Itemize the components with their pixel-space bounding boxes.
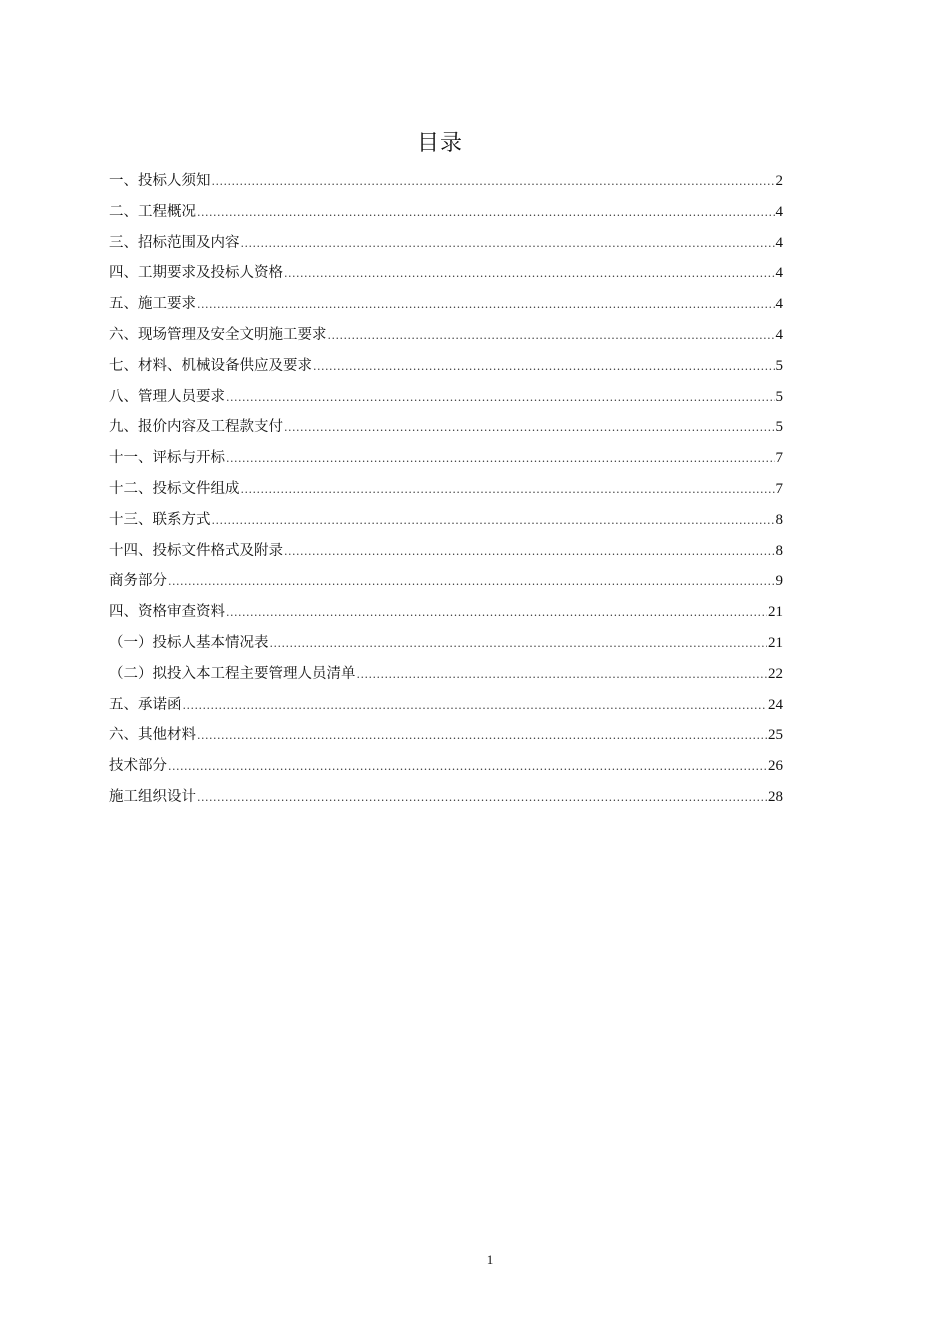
table-of-contents [109,166,783,813]
toc-entry[interactable] [109,720,783,751]
toc-entry-label: 十一、评标与开标 [109,450,225,467]
toc-entry[interactable] [109,505,783,536]
toc-dot-leader [284,537,775,568]
toc-entry-label: 一、投标人须知 [109,173,211,189]
toc-entry-label: 十三、联系方式 [109,511,211,528]
toc-entry-label: 十四、投标文件格式及附录 [109,542,283,559]
toc-entry[interactable] [109,289,783,320]
toc-entry-page: 4 [775,326,783,343]
toc-dot-leader [284,413,775,444]
toc-entry-label: 六、现场管理及安全文明施工要求 [109,326,327,343]
toc-dot-leader [284,259,775,290]
toc-entry[interactable] [109,659,783,690]
toc-entry-page: 4 [775,203,783,220]
toc-entry-label: 五、承诺函 [109,696,182,713]
toc-entry-page: 5 [775,419,783,436]
toc-dot-leader [357,660,768,691]
toc-entry[interactable] [109,628,783,659]
toc-entry-page: 4 [775,234,783,251]
toc-entry[interactable] [109,597,783,628]
toc-entry[interactable] [109,320,783,351]
toc-dot-leader [183,691,768,722]
toc-entry-label: 三、招标范围及内容 [109,234,240,251]
toc-entry-page: 21 [768,604,783,621]
toc-entry-label: 施工组织设计 [109,788,196,805]
toc-dot-leader [241,475,775,506]
toc-entry-label: 四、资格审查资料 [109,604,225,621]
toc-entry[interactable] [109,474,783,505]
toc-entry-label: （二）拟投入本工程主要管理人员清单 [109,665,356,682]
toc-entry-page: 7 [775,480,783,497]
toc-entry-label: 五、施工要求 [109,296,196,313]
toc-entry[interactable] [109,751,783,782]
toc-dot-leader [313,352,775,383]
toc-entry-label: 商务部分 [109,573,167,590]
page-number: 1 [486,1252,494,1267]
toc-entry-page: 4 [775,265,783,282]
toc-dot-leader [197,783,767,814]
toc-entry[interactable] [109,443,783,474]
toc-entry-page: 24 [768,696,783,713]
toc-entry[interactable] [109,690,783,721]
toc-entry-page: 8 [775,542,783,559]
toc-dot-leader [226,383,775,414]
toc-entry-page: 9 [775,573,783,590]
toc-entry[interactable] [109,197,783,228]
toc-entry[interactable] [109,351,783,382]
toc-entry-page: 4 [775,296,783,313]
toc-dot-leader [212,506,775,537]
toc-entry[interactable] [109,782,783,813]
toc-entry-label: 七、材料、机械设备供应及要求 [109,357,312,374]
toc-entry-page: 25 [768,727,783,744]
toc-entry-page: 8 [775,511,783,528]
toc-entry-page: 2 [775,173,783,189]
toc-dot-leader [212,167,775,198]
toc-entry-label: 六、其他材料 [109,727,196,744]
toc-entry[interactable] [109,228,783,259]
toc-dot-leader [226,598,767,629]
toc-entry-label: 十二、投标文件组成 [109,480,240,497]
toc-dot-leader [241,229,775,260]
toc-dot-leader [168,567,775,598]
toc-entry[interactable] [109,382,783,413]
toc-dot-leader [328,321,775,352]
toc-entry-page: 5 [775,357,783,374]
toc-entry[interactable] [109,536,783,567]
toc-dot-leader [197,290,775,321]
toc-entry-page: 5 [775,388,783,405]
toc-entry-page: 28 [768,788,783,805]
toc-entry-page: 22 [768,665,783,682]
toc-entry-label: 技术部分 [109,758,167,775]
toc-entry[interactable] [109,166,783,197]
toc-entry-page: 7 [775,450,783,467]
toc-entry[interactable] [109,412,783,443]
toc-dot-leader [197,721,767,752]
toc-entry-page: 21 [768,634,783,651]
toc-entry[interactable] [109,258,783,289]
page-title: 目录 [416,131,463,156]
toc-dot-leader [197,198,775,229]
toc-entry-label: 八、管理人员要求 [109,388,225,405]
toc-entry-label: 二、工程概况 [109,203,196,220]
toc-entry-label: 九、报价内容及工程款支付 [109,419,283,436]
toc-dot-leader [226,444,775,475]
toc-entry-label: 四、工期要求及投标人资格 [109,265,283,282]
toc-dot-leader [168,752,767,783]
toc-entry-label: （一）投标人基本情况表 [109,634,269,651]
toc-entry-page: 26 [768,758,783,775]
toc-entry[interactable] [109,566,783,597]
toc-dot-leader [270,629,768,660]
